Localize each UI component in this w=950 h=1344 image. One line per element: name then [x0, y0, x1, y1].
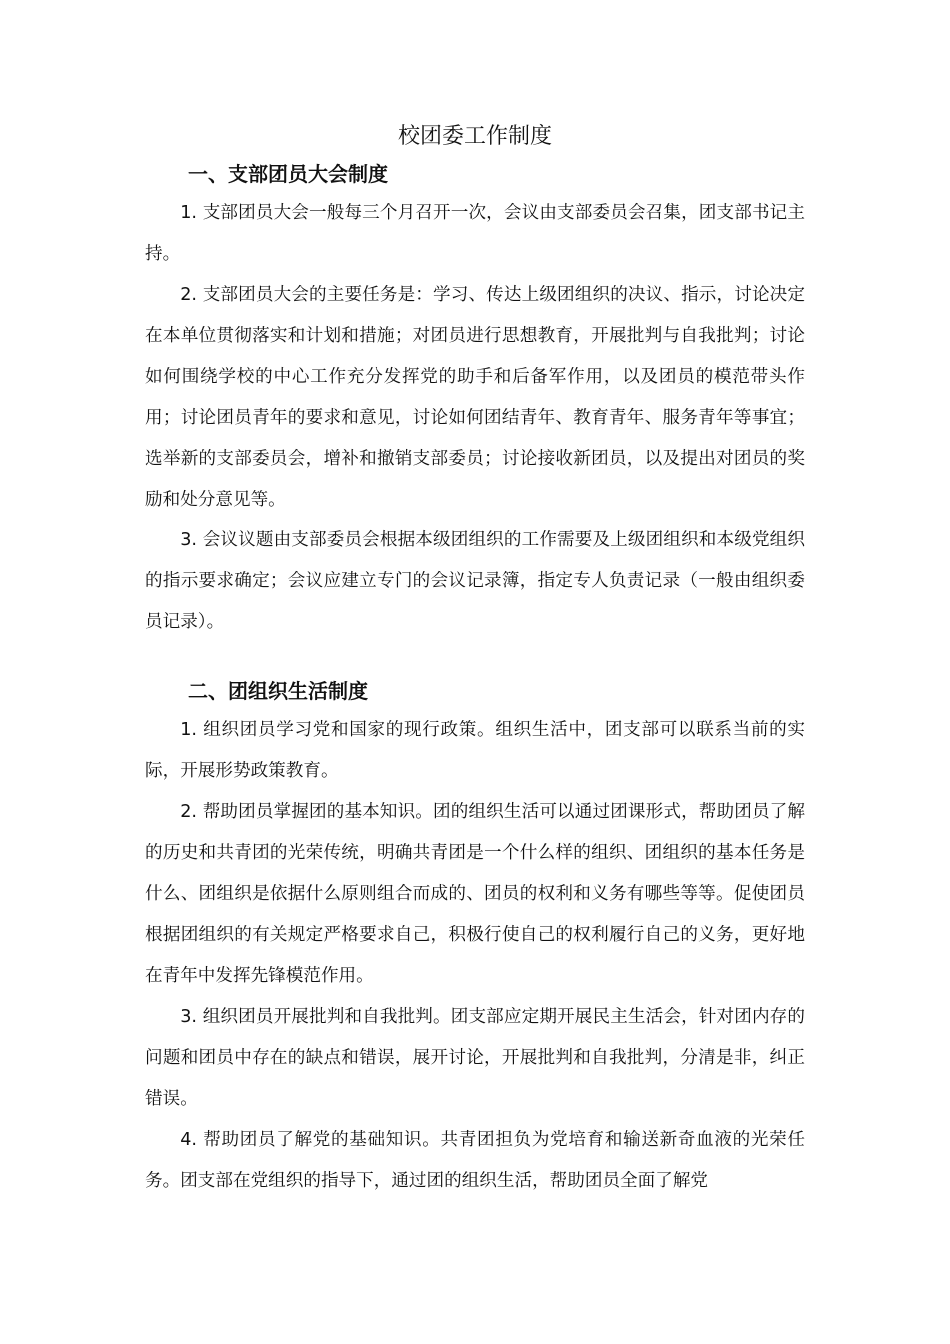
paragraph-2-2: 2. 帮助团员掌握团的基本知识。团的组织生活可以通过团课形式，帮助团员了解的历史和共青团的光荣传统，明确共青团是一个什么样的组织、团组织的基本任务是什么、团组织是依据什么原则组合而成的、团员的权利和义务有哪些等等。促使团员根据团组织的有关规定严格要求自己，积极行使自己的权利履行自己的义务，更好地在青年中发挥先锋模范作用。 — [145, 802, 805, 986]
paragraph-1-3: 3. 会议议题由支部委员会根据本级团组织的工作需要及上级团组织和本级党组织的指示要求确定；会议应建立专门的会议记录簿，指定专人负责记录（一般由组织委员记录）。 — [145, 530, 805, 632]
paragraph-1-1: 1. 支部团员大会一般每三个月召开一次，会议由支部委员会召集，团支部书记主持。 — [145, 203, 805, 264]
section-heading-2: 二、团组织生活制度 — [188, 679, 368, 703]
paragraph-2-3: 3. 组织团员开展批判和自我批判。团支部应定期开展民主生活会，针对团内存的问题和团员中存在的缺点和错误，展开讨论，开展批判和自我批判，分清是非，纠正错误。 — [145, 1007, 805, 1109]
paragraph-1-2: 2. 支部团员大会的主要任务是：学习、传达上级团组织的决议、指示，讨论决定在本单位贯彻落实和计划和措施；对团员进行思想教育，开展批判与自我批判；讨论如何围绕学校的中心工作充分发挥党的助手和后备军作用，以及团员的模范带头作用；讨论团员青年的要求和意见，讨论如何团结青年、教育青年、服务青年等事宜；选举新的支部委员会，增补和撤销支部委员；讨论接收新团员，以及提出对团员的奖励和处分意见等。 — [145, 285, 805, 510]
paragraph-2-4: 4. 帮助团员了解党的基础知识。共青团担负为党培育和输送新奇血液的光荣任务。团支部在党组织的指导下，通过团的组织生活，帮助团员全面了解党 — [145, 1130, 805, 1191]
document-title: 校团委工作制度 — [397, 124, 552, 149]
paragraph-2-1: 1. 组织团员学习党和国家的现行政策。组织生活中，团支部可以联系当前的实际，开展形势政策教育。 — [145, 720, 805, 781]
section-heading-1: 一、支部团员大会制度 — [188, 162, 388, 186]
